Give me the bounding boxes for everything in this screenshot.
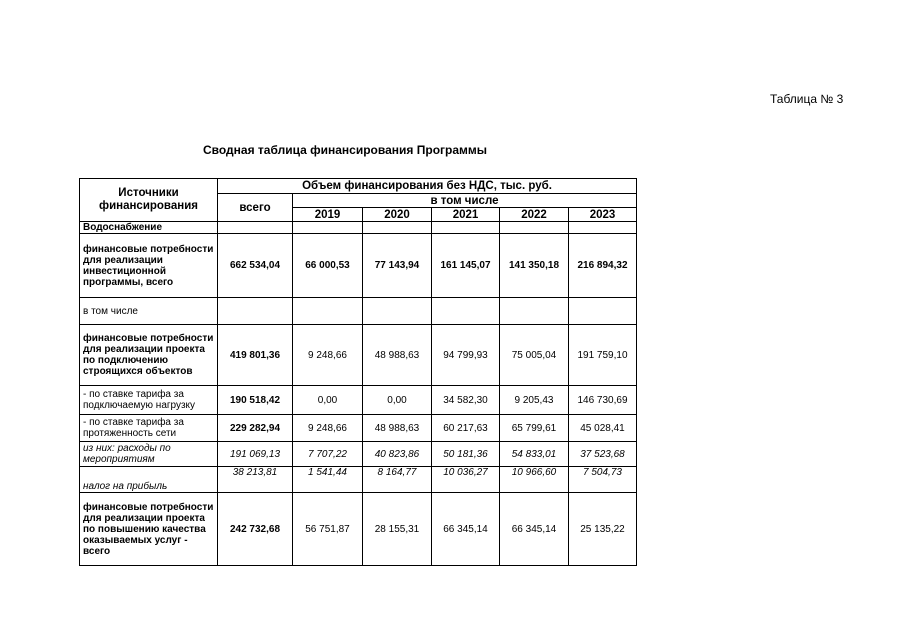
row-value: 161 145,07: [432, 234, 500, 298]
row-total: 419 801,36: [218, 325, 293, 386]
row-value: 40 823,86: [363, 442, 432, 467]
row-value: 37 523,68: [569, 442, 637, 467]
row-value: 45 028,41: [569, 415, 637, 442]
header-year: 2021: [432, 208, 500, 222]
document-title: Сводная таблица финансирования Программы: [203, 143, 488, 157]
row-value: 25 135,22: [569, 493, 637, 566]
row-value: 0,00: [363, 386, 432, 415]
row-total: 190 518,42: [218, 386, 293, 415]
row-label: в том числе: [80, 298, 218, 325]
row-value: 77 143,94: [363, 234, 432, 298]
row-value: 50 181,36: [432, 442, 500, 467]
row-label: налог на прибыль: [80, 467, 218, 493]
row-total: 38 213,81: [218, 467, 293, 493]
row-value: 65 799,61: [500, 415, 569, 442]
row-label: - по ставке тарифа за подключаемую нагрузку: [80, 386, 218, 415]
row-value: 7 707,22: [293, 442, 363, 467]
row-value: 10 036,27: [432, 467, 500, 493]
row-label: финансовые потребности для реализации инвестиционной программы, всего: [80, 234, 218, 298]
row-value: 8 164,77: [363, 467, 432, 493]
table-row: [80, 298, 637, 325]
row-label: финансовые потребности для реализации проекта по повышению качества оказываемых услуг - всего: [80, 493, 218, 566]
table-row: [80, 442, 637, 467]
row-value: 141 350,18: [500, 234, 569, 298]
header-year: 2020: [363, 208, 432, 222]
table-row: [80, 493, 637, 566]
header-year: 2022: [500, 208, 569, 222]
row-label: финансовые потребности для реализации проекта по подключению строящихся объектов: [80, 325, 218, 386]
row-value: 1 541,44: [293, 467, 363, 493]
header-year: 2019: [293, 208, 363, 222]
row-value: 48 988,63: [363, 325, 432, 386]
row-value: 66 000,53: [293, 234, 363, 298]
row-value: 9 205,43: [500, 386, 569, 415]
row-value: 75 005,04: [500, 325, 569, 386]
row-value: 66 345,14: [500, 493, 569, 566]
row-value: 54 833,01: [500, 442, 569, 467]
row-value: 94 799,93: [432, 325, 500, 386]
row-value: 191 759,10: [569, 325, 637, 386]
row-value: 34 582,30: [432, 386, 500, 415]
row-value: 48 988,63: [363, 415, 432, 442]
row-value: 66 345,14: [432, 493, 500, 566]
header-volume: Объем финансирования без НДС, тыс. руб.: [218, 179, 637, 194]
row-value: 10 966,60: [500, 467, 569, 493]
header-including: в том числе: [293, 194, 637, 208]
row-value: 56 751,87: [293, 493, 363, 566]
row-value: 0,00: [293, 386, 363, 415]
table-row: [80, 386, 637, 415]
row-value: 60 217,63: [432, 415, 500, 442]
financing-table: [79, 178, 637, 566]
table-row: [80, 415, 637, 442]
row-value: 28 155,31: [363, 493, 432, 566]
row-value: 9 248,66: [293, 415, 363, 442]
section-label: Водоснабжение: [80, 222, 218, 234]
row-total: 229 282,94: [218, 415, 293, 442]
header-total: всего: [218, 194, 293, 222]
header-year: 2023: [569, 208, 637, 222]
row-label: - по ставке тарифа за протяженность сети: [80, 415, 218, 442]
table-row: [80, 467, 637, 493]
table-row: [80, 234, 637, 298]
header-sources: Источники финансирования: [80, 179, 218, 222]
row-value: 146 730,69: [569, 386, 637, 415]
row-value: 7 504,73: [569, 467, 637, 493]
row-total: 662 534,04: [218, 234, 293, 298]
row-label: из них: расходы по мероприятиям: [80, 442, 218, 467]
table-number: Таблица № 3: [770, 92, 844, 106]
row-value: 216 894,32: [569, 234, 637, 298]
row-total: 191 069,13: [218, 442, 293, 467]
row-total: 242 732,68: [218, 493, 293, 566]
row-value: 9 248,66: [293, 325, 363, 386]
table-row: [80, 325, 637, 386]
